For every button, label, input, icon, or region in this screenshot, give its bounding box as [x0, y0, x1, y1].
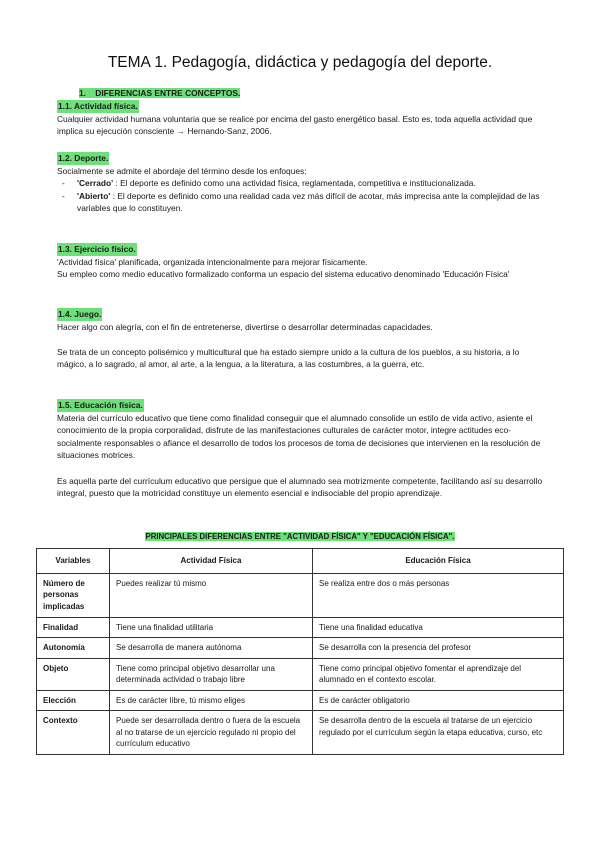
table-cell: Número de personas implicadas [37, 573, 110, 617]
table-row [37, 690, 564, 711]
section-1-3 [57, 243, 547, 281]
table-row [37, 658, 564, 690]
section-1-1 [57, 100, 547, 138]
table-cell: Contexto [37, 711, 110, 755]
table-cell: Puedes realizar tú mismo [110, 573, 313, 617]
table-cell: Objeto [37, 658, 110, 690]
table-cell: Finalidad [37, 617, 110, 638]
page-title: TEMA 1. Pedagogía, didáctica y pedagogía del deporte. [107, 54, 493, 71]
table-header: Actividad Física [110, 549, 313, 574]
ejercicio-text-1: 'Actividad física' planificada, organizada intencionalmente para mejorar físicamente. [57, 256, 368, 267]
table-cell: Se desarrolla dentro de la escuela al tratarse de un ejercicio regulado por el currículum según la etapa educativa, curso, etc [313, 711, 564, 755]
table-header: Educación Física [313, 549, 564, 574]
table-cell: Tiene como principal objetivo desarrollar una determinada actividad o trabajo libre [110, 658, 313, 690]
list-item: - 'Cerrado' : El deporte es definido como una actividad física, reglamentada, competitiva e institucionalizada. [62, 178, 476, 189]
juego-text-1: Hacer algo con alegría, con el fin de entretenerse, divertirse o desarrollar determinadas capacidades. [57, 321, 433, 332]
juego-text-2: Se trata de un concepto polisémico y multicultural que ha estado siempre unido a la cultura de los pueblos, a su historia, a lo mágico, a lo sagrado, al amor, al arte, a la lengua, a la literatura, a las costumbres, a la guerra, etc. [57, 346, 520, 370]
heading-ejercicio-fisico: 1.3. Ejercicio físico. [58, 244, 136, 254]
comparison-table [36, 548, 564, 755]
table-cell: Autonomía [37, 638, 110, 659]
section-heading-wrap [57, 87, 547, 100]
heading-educacion-fisica: 1.5. Educación física. [58, 400, 143, 410]
table-cell: Puede ser desarrollada dentro o fuera de la escuela al no tratarse de un ejercicio regulado ni propio del currículum educativo [110, 711, 313, 755]
educacion-text-2: Es aquella parte del currículum educativo que persigue que el alumnado sea motrizmente competente, facilitando así su desarrollo integral, puesto que la motricidad constituye un elemento esencial e indisociable del propio aprendizaje. [57, 475, 543, 499]
heading-actividad-fisica: 1.1. Actividad física. [58, 101, 138, 111]
table-row [37, 617, 564, 638]
ejercicio-text-2: Su empleo como medio educativo formalizado conforma un espacio del sistema educativo denominado 'Educación Física' [57, 269, 510, 280]
educacion-text-1: Materia del currículo educativo que tiene como finalidad conseguir que el alumnado consolide un estilo de vida activo, asiente el conocimiento de la propia corporalidad, disfrute de las manifestaciones culturales de carácter motor, integre actitudes eco-socialmente responsables o afiance el desarrollo de todos los procesos de toma de decisiones que intervienen en la resolución de situaciones motrices. [57, 412, 541, 461]
table-header: Variables [37, 549, 110, 574]
table-cell: Se realiza entre dos o más personas [313, 573, 564, 617]
deporte-list [57, 177, 547, 215]
table-row [37, 573, 564, 617]
table-cell: Tiene como principal objetivo fomentar el aprendizaje del alumnado en el contexto escolar. [313, 658, 564, 690]
heading-deporte: 1.2. Deporte. [58, 153, 109, 163]
heading-juego: 1.4. Juego. [58, 309, 102, 319]
actividad-fisica-text: Cualquier actividad humana voluntaria que se realice por encima del gasto energético basal. Esto es, toda aquella actividad que implica su ejecución consciente → Hernando-Sanz, 2006. [57, 113, 533, 137]
section-1-4 [57, 308, 547, 371]
table-cell: Tiene una finalidad utilitaria [110, 617, 313, 638]
list-item: - 'Abierto' : El deporte es definido como una realidad cada vez más difícil de acotar, más imprecisa ante la complejidad de las variables que lo constituyen. [62, 190, 540, 214]
section-heading: 1. DIFERENCIAS ENTRE CONCEPTOS. [79, 88, 241, 98]
section-1-5 [57, 399, 547, 500]
table-cell: Es de carácter libre, tú mismo eliges [110, 690, 313, 711]
table-title: PRINCIPALES DIFERENCIAS ENTRE "ACTIVIDAD FÍSICA" Y "EDUCACIÓN FÍSICA". [145, 532, 455, 541]
table-cell: Es de carácter obligatorio [313, 690, 564, 711]
table-cell: Elección [37, 690, 110, 711]
deporte-intro: Socialmente se admite el abordaje del término desde los enfoques: [57, 165, 307, 176]
table-cell: Tiene una finalidad educativa [313, 617, 564, 638]
section-1-2 [57, 152, 547, 215]
table-cell: Se desarrolla de manera autónoma [110, 638, 313, 659]
table-cell: Se desarrolla con la presencia del profesor [313, 638, 564, 659]
table-header-row [37, 549, 564, 574]
table-row [37, 638, 564, 659]
table-row [37, 711, 564, 755]
